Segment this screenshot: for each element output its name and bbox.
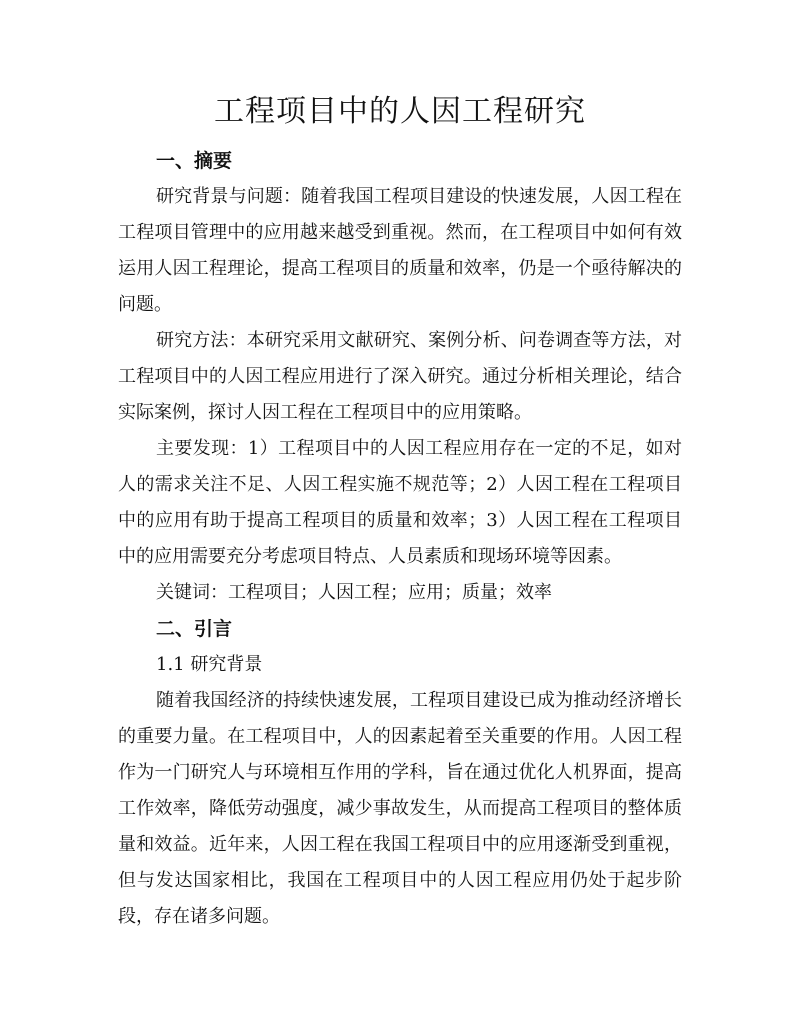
keywords-line: 关键词：工程项目；人因工程；应用；质量；效率 [156,582,552,603]
document-body [118,143,682,935]
research-background-paragraph: 随着我国经济的持续快速发展，工程项目建设已成为推动经济增长的重要力量。在工程项目中，人的因素起着至关重要的作用。人因工程作为一门研究人与环境相互作用的学科，旨在通过优化人机界面，提高工作效率，降低劳动强度，减少事故发生，从而提高工程项目的整体质量和效益。近年来，人因工程在我国工程项目中的应用逐渐受到重视，但与发达国家相比，我国在工程项目中的人因工程应用仍处于起步阶段，存在诸多问题。 [118,690,682,927]
abstract-methods-paragraph: 研究方法：本研究采用文献研究、案例分析、问卷调查等方法，对工程项目中的人因工程应用进行了深入研究。通过分析相关理论，结合实际案例，探讨人因工程在工程项目中的应用策略。 [118,330,682,423]
abstract-heading: 一、摘要 [156,150,233,172]
introduction-heading: 二、引言 [156,618,233,640]
document-title: 工程项目中的人因工程研究 [214,94,586,129]
research-background-subheading: 1.1 研究背景 [156,654,263,675]
abstract-background-paragraph: 研究背景与问题：随着我国工程项目建设的快速发展，人因工程在工程项目管理中的应用越来越受到重视。然而，在工程项目中如何有效运用人因工程理论，提高工程项目的质量和效率，仍是一个亟待解决的问题。 [118,186,682,315]
abstract-findings-paragraph: 主要发现：1）工程项目中的人因工程应用存在一定的不足，如对人的需求关注不足、人因工程实施不规范等；2）人因工程在工程项目中的应用有助于提高工程项目的质量和效率；3）人因工程在工程项目中的应用需要充分考虑项目特点、人员素质和现场环境等因素。 [118,438,682,567]
